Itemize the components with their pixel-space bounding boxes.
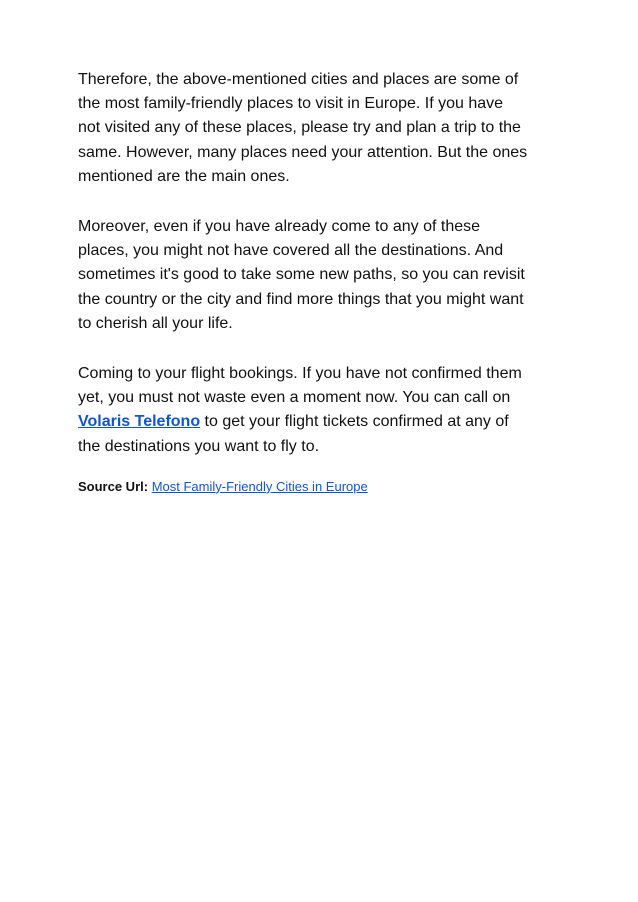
text-line: the destinations you want to fly to. — [78, 437, 320, 455]
text-line: mentioned are the main ones. — [78, 167, 290, 185]
text-line: places, you might not have covered all the destinations. And — [78, 242, 504, 260]
text-line: sometimes it's good to take some new paths, so you can revisit — [78, 266, 525, 284]
paragraph-revisit — [78, 215, 568, 336]
document-page — [78, 68, 568, 497]
text-line: same. However, many places need your attention. But the ones — [78, 143, 528, 161]
text-line: yet, you must not waste even a moment now. You can call on — [78, 389, 511, 407]
text-line: Therefore, the above-mentioned cities and places are some of — [78, 71, 519, 88]
source-link[interactable]: Most Family-Friendly Cities in Europe — [151, 478, 368, 494]
paragraph-conclusion — [78, 68, 568, 189]
source-label: Source Url: — [78, 478, 149, 494]
text-line: Moreover, even if you have already come to any of these — [78, 218, 481, 236]
text-after-link: to get your flight tickets confirmed at any of — [200, 413, 509, 431]
volaris-telefono-link[interactable]: Volaris Telefono — [78, 413, 201, 431]
text-line: not visited any of these places, please try and plan a trip to the — [78, 119, 521, 137]
text-line: to cherish all your life. — [78, 314, 233, 332]
source-url — [78, 477, 568, 497]
text-line-with-link — [78, 410, 568, 434]
text-line: the most family-friendly places to visit in Europe. If you have — [78, 95, 504, 113]
text-line: Coming to your flight bookings. If you have not confirmed them — [78, 365, 522, 383]
text-line: the country or the city and find more things that you might want — [78, 290, 524, 308]
paragraph-flight-bookings — [78, 362, 568, 459]
